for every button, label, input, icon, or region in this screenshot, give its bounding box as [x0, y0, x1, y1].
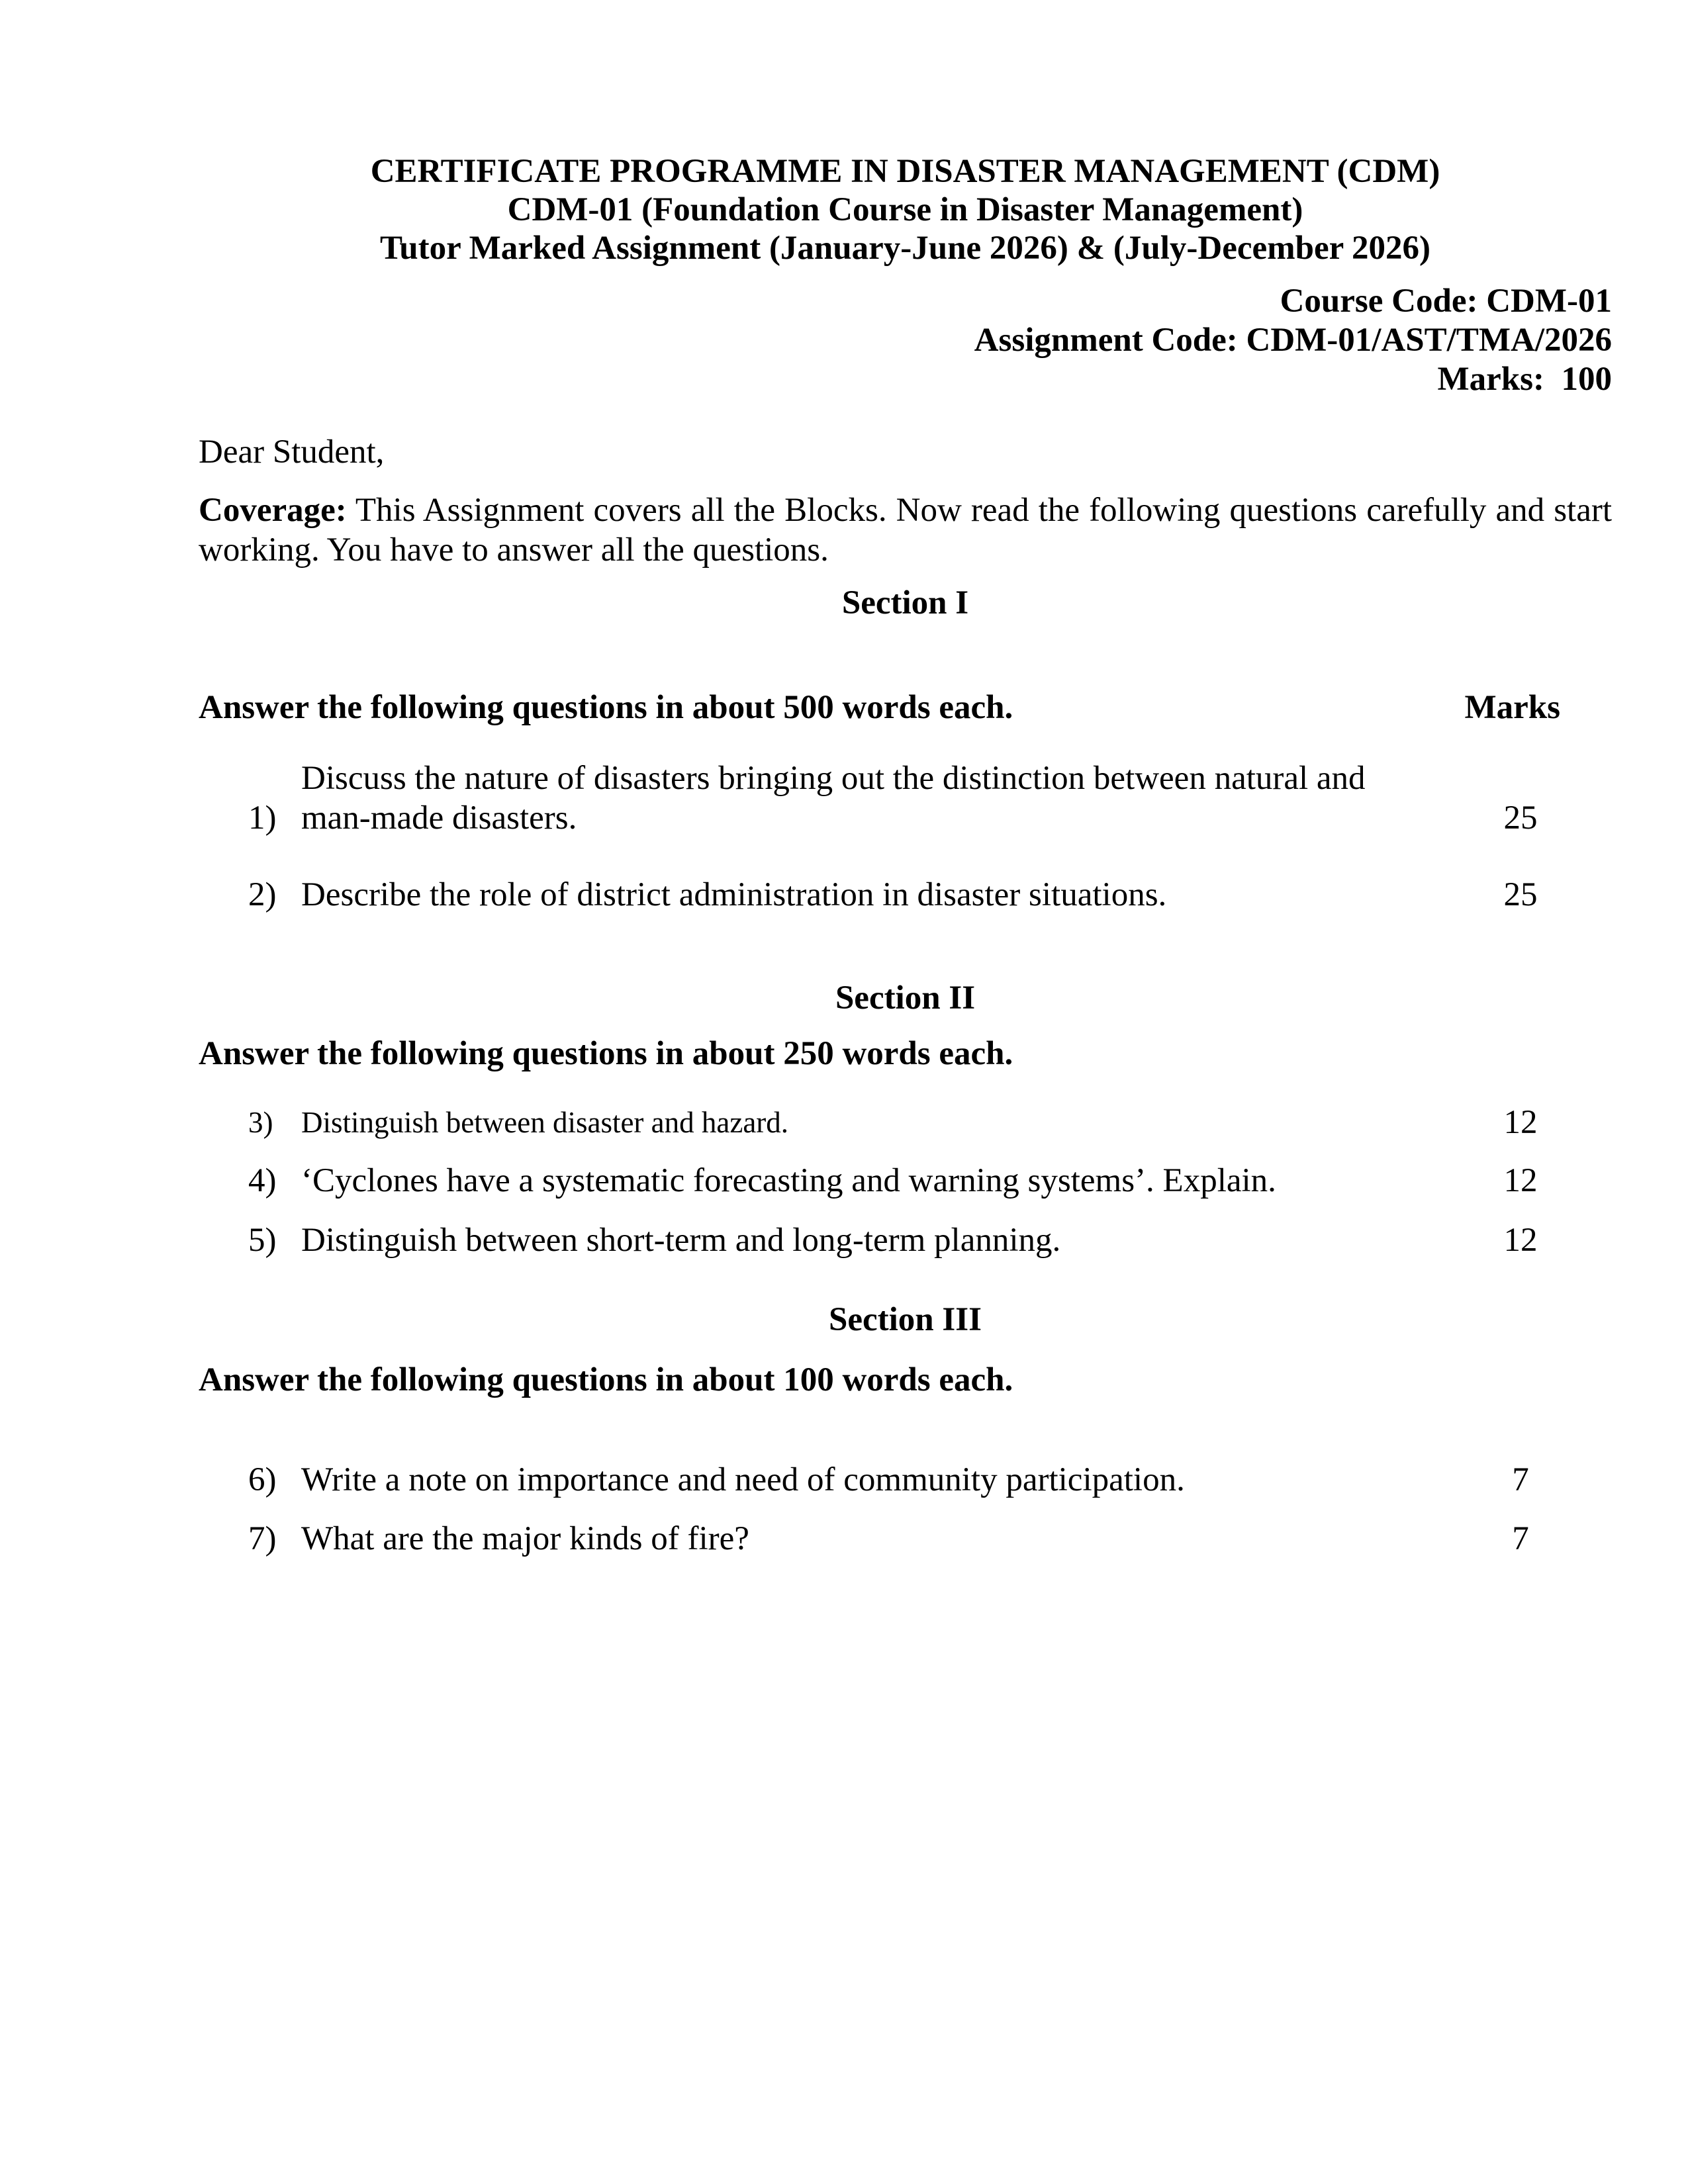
- question-1-marks: 25: [1503, 799, 1538, 837]
- title-line-assignment: Tutor Marked Assignment (January-June 2026) & (July-December 2026): [379, 230, 1431, 267]
- question-6-text: Write a note on importance and need of community participation.: [301, 1461, 1185, 1498]
- question-5-marks: 12: [1503, 1222, 1538, 1259]
- question-row-2: [199, 875, 1612, 915]
- section-3-heading: Section III: [829, 1301, 982, 1338]
- question-1-line-2: man-made disasters.: [301, 799, 577, 837]
- total-marks: Marks: 100: [1437, 361, 1612, 398]
- question-7-number: 7): [248, 1520, 277, 1557]
- question-4-marks: 12: [1503, 1162, 1538, 1199]
- question-3-marks: 12: [1503, 1104, 1538, 1141]
- section-3-instruction: Answer the following questions in about 100 words each.: [199, 1361, 1013, 1398]
- coverage-line-2: working. You have to answer all the questions.: [199, 531, 829, 569]
- question-row-7: [199, 1519, 1612, 1559]
- section-2-instruction-row: [199, 1034, 1612, 1073]
- question-row-6: [199, 1460, 1612, 1500]
- course-code: Course Code: CDM-01: [1280, 283, 1612, 320]
- question-7-marks: 7: [1512, 1520, 1529, 1557]
- code-block: [199, 282, 1612, 399]
- title-line-programme: CERTIFICATE PROGRAMME IN DISASTER MANAGEMENT (CDM): [370, 153, 1440, 190]
- question-2-number: 2): [248, 876, 277, 913]
- question-7-text: What are the major kinds of fire?: [301, 1520, 749, 1557]
- question-4-number: 4): [248, 1162, 277, 1199]
- section-1-heading: Section I: [841, 584, 969, 621]
- question-1-line-1: Discuss the nature of disasters bringing out the distinction between natural and: [301, 760, 1366, 797]
- section-2-heading: Section II: [835, 979, 976, 1017]
- question-2-marks: 25: [1503, 876, 1538, 913]
- title-line-course: CDM-01 (Foundation Course in Disaster Management): [507, 191, 1303, 228]
- document-title-block: [199, 152, 1612, 267]
- question-row-4: [199, 1161, 1612, 1201]
- coverage-line-1-text: This Assignment covers all the Blocks. Now read the following questions carefully and start: [346, 492, 1612, 529]
- question-5-text: Distinguish between short-term and long-term planning.: [301, 1222, 1061, 1259]
- question-6-marks: 7: [1512, 1461, 1529, 1498]
- question-2-text: Describe the role of district administration in disaster situations.: [301, 876, 1167, 913]
- question-3-text: Distinguish between disaster and hazard.: [301, 1106, 789, 1139]
- assignment-code: Assignment Code: CDM-01/AST/TMA/2026: [974, 322, 1612, 359]
- question-4-text: ‘Cyclones have a systematic forecasting and warning systems’. Explain.: [301, 1162, 1276, 1199]
- question-row-3: [199, 1104, 1612, 1141]
- coverage-line-1: [199, 490, 1612, 530]
- marks-column-header: Marks: [1464, 689, 1560, 726]
- coverage-paragraph: [199, 490, 1612, 570]
- section-2-instruction: Answer the following questions in about 250 words each.: [199, 1035, 1013, 1072]
- question-5-number: 5): [248, 1222, 277, 1259]
- question-row-5: [199, 1220, 1612, 1260]
- section-3-instruction-row: [199, 1360, 1612, 1400]
- question-row-1: [199, 758, 1612, 838]
- question-1-text: [301, 758, 1481, 838]
- question-1-number: 1): [248, 799, 277, 837]
- question-6-number: 6): [248, 1461, 277, 1498]
- salutation: Dear Student,: [199, 433, 385, 471]
- section-1-instruction-row: [199, 688, 1612, 727]
- question-3-number: 3): [248, 1106, 273, 1139]
- section-1-instruction: Answer the following questions in about 500 words each.: [199, 689, 1013, 726]
- coverage-label: Coverage:: [199, 492, 347, 529]
